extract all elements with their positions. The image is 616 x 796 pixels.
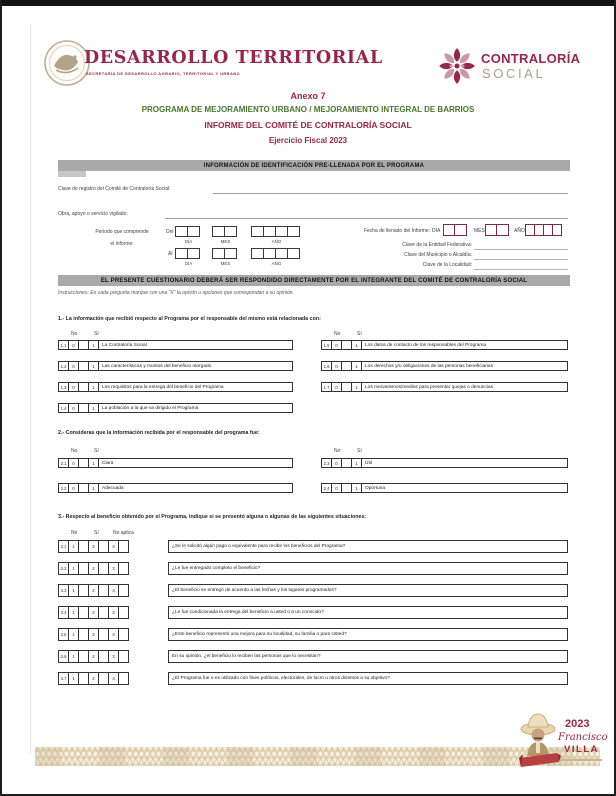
fecha-mes-boxes[interactable] — [486, 224, 509, 236]
option-value: 2 — [88, 672, 99, 685]
periodo-al-mes-boxes[interactable] — [213, 248, 237, 259]
question-row-2.3 — [321, 458, 568, 468]
emblem-year: 2023 — [565, 718, 590, 730]
row-gap — [129, 672, 169, 685]
fecha-mes-label: MES — [474, 228, 485, 234]
row-number: 1.5 — [321, 340, 332, 350]
ident-bar-tab — [58, 171, 86, 177]
clave-localidad-label: Clave de la Localidad: — [422, 262, 472, 268]
option-value: 1 — [351, 483, 362, 493]
agency-subtitle: SECRETARÍA DE DESARROLLO AGRARIO, TERRITORIAL Y URBANO — [86, 71, 241, 76]
ident-section-bar: INFORMACIÓN DE IDENTIFICACIÓN PRE-LLENADA POR EL PROGRAMA — [58, 160, 570, 171]
instructions-text: Instrucciones: En cada pregunta marque con una "X" la opción u opciones que correspondan a su opinión. — [58, 290, 294, 296]
row-gap — [129, 650, 169, 663]
row-description: ¿Le fue condicionada la entrega del beneficio a usted o a un conocido? — [168, 606, 568, 619]
option-value: 3 — [108, 628, 119, 641]
option-value: 1 — [68, 650, 79, 663]
francisco-villa-figure-icon — [514, 710, 562, 776]
row-number: 3.3 — [58, 584, 69, 597]
option-value: 3 — [108, 650, 119, 663]
q2-heading: 2.- Consideras que la información recibida por el responsable del programa fue: — [58, 430, 260, 436]
question-row-1.4 — [58, 403, 293, 413]
clave-municipio-field[interactable] — [474, 259, 568, 260]
option-value: 0 — [68, 382, 79, 392]
q1-left-col-si: Sí — [94, 331, 99, 337]
report-title: INFORME DEL COMITÉ DE CONTRALORÍA SOCIAL — [204, 120, 412, 130]
cs-logo-word-social: SOCIAL — [482, 66, 546, 81]
periodo-label-1: Periodo que comprende — [95, 229, 149, 235]
row-gap — [129, 628, 169, 641]
question-row-2.2 — [58, 483, 293, 493]
option-value: 2 — [88, 562, 99, 575]
fecha-llenado-label: Fecha de llenado del Informe: — [363, 228, 430, 234]
row-description: Los datos de contacto de los responsables del Programa — [361, 340, 568, 350]
row-description: Las características y montos del beneficio otorgado — [98, 361, 293, 371]
option-value: 3 — [108, 606, 119, 619]
francisco-villa-emblem — [508, 708, 610, 794]
fecha-ano-label: AÑO — [514, 228, 525, 234]
row-description: Los mecanismos/medios para presentar quejas o denuncias — [361, 382, 568, 392]
question-row-1.3 — [58, 382, 293, 392]
emblem-rule — [560, 759, 602, 761]
row-number: 1.2 — [58, 361, 69, 371]
row-description: ¿El beneficio se entregó de acuerdo a las fechas y los lugares programados? — [168, 584, 568, 597]
q1-left-col-no: No — [71, 331, 78, 337]
question-row-3.1 — [58, 540, 568, 553]
row-number: 1.1 — [58, 340, 69, 350]
option-value: 1 — [68, 584, 79, 597]
option-value: 3 — [108, 672, 119, 685]
q2-left-rows — [58, 458, 293, 508]
row-description: ¿El Programa fue o es utilizado con fines políticos, electorales, de lucro u otros distintos a su objetivo? — [168, 672, 568, 685]
option-value: 1 — [68, 606, 79, 619]
option-value: 0 — [68, 340, 79, 350]
row-gap — [129, 606, 169, 619]
agency-title: DESARROLLO TERRITORIAL — [84, 48, 383, 68]
option-value: 2 — [88, 584, 99, 597]
option-value: 2 — [88, 650, 99, 663]
option-value: 3 — [108, 540, 119, 553]
q2-right-rows — [321, 458, 568, 508]
row-gap — [129, 540, 169, 553]
periodo-del-dia-boxes[interactable] — [176, 226, 200, 237]
option-value: 1 — [68, 540, 79, 553]
option-value: 1 — [351, 458, 362, 468]
option-value: 0 — [68, 403, 79, 413]
row-description: Adecuada — [98, 483, 293, 493]
al-mes-label: MES — [220, 261, 231, 266]
option-value: 1 — [88, 340, 99, 350]
al-ano-label: AÑO — [271, 261, 282, 266]
al-label: Al — [168, 251, 173, 257]
question-row-2.4 — [321, 483, 568, 493]
option-value: 1 — [351, 340, 362, 350]
question-row-1.1 — [58, 340, 293, 350]
option-value: 1 — [68, 672, 79, 685]
question-row-1.6 — [321, 361, 568, 371]
row-number: 2.1 — [58, 458, 69, 468]
cs-logo-word-contraloria: CONTRALORÍA — [481, 51, 581, 66]
q3-col-si: Sí — [94, 530, 99, 536]
row-description: Útil — [361, 458, 568, 468]
option-value: 1 — [68, 562, 79, 575]
row-number: 1.7 — [321, 382, 332, 392]
row-number: 3.6 — [58, 650, 69, 663]
obra-label: Obra, apoyo o servicio vigilado: — [58, 211, 128, 217]
question-row-1.7 — [321, 382, 568, 392]
question-row-1.2 — [58, 361, 293, 371]
question-row-3.2 — [58, 562, 568, 575]
clave-municipio-label: Clave del Municipio o Alcaldía: — [404, 252, 472, 258]
row-description: Oportuna — [361, 483, 568, 493]
q1-right-rows — [321, 340, 568, 403]
clave-entidad-label: Clave de la Entidad Federativa: — [402, 242, 472, 248]
option-mark-box[interactable] — [118, 584, 129, 597]
option-value: 2 — [88, 606, 99, 619]
row-description: En su opinión, ¿el beneficio lo reciben las personas que lo necesitan? — [168, 650, 568, 663]
contraloria-social-logo-icon — [436, 45, 478, 87]
cuestionario-section-bar: EL PRESENTE CUESTIONARIO DEBERÁ SER RESPONDIDO DIRECTAMENTE POR EL INTEGRANTE DEL COMITÉ DE CONTRALORÍA SOCIAL — [58, 275, 570, 286]
row-number: 3.4 — [58, 606, 69, 619]
fecha-dia-boxes[interactable] — [444, 224, 467, 236]
question-row-3.5 — [58, 628, 568, 641]
question-row-3.6 — [58, 650, 568, 663]
row-description: La población a la que va dirigido el Programa — [98, 403, 293, 413]
option-value: 3 — [108, 562, 119, 575]
al-dia-label: DÍA — [184, 261, 193, 266]
row-number: 3.1 — [58, 540, 69, 553]
del-mes-label: MES — [220, 239, 231, 244]
row-description: ¿Se le solicitó algún pago o equivalente para recibir los beneficios del Programa? — [168, 540, 568, 553]
row-description: ¿Le fue entregado completo el beneficio? — [168, 562, 568, 575]
q2-left-col-no: No — [71, 448, 78, 454]
option-value: 3 — [108, 584, 119, 597]
q1-left-rows — [58, 340, 293, 424]
row-number: 2.4 — [321, 483, 332, 493]
clave-registro-field[interactable] — [213, 193, 568, 194]
periodo-al-dia-boxes[interactable] — [176, 248, 200, 259]
viewer-frame-top — [0, 0, 616, 6]
emblem-surname: VILLA — [564, 744, 599, 755]
periodo-label-2: el informe: — [110, 241, 134, 247]
option-value: 1 — [88, 458, 99, 468]
fecha-ano-boxes[interactable] — [526, 224, 562, 236]
question-row-2.1 — [58, 458, 293, 468]
option-value: 2 — [88, 628, 99, 641]
option-value: 0 — [68, 458, 79, 468]
q2-right-col-no: No — [334, 448, 341, 454]
row-description: Los derechos y/u obligaciones de las personas beneficiarias — [361, 361, 568, 371]
periodo-al-ano-boxes[interactable] — [252, 248, 300, 259]
periodo-del-mes-boxes[interactable] — [213, 226, 237, 237]
q1-heading: 1.- La información que recibió respecto al Programa por el responsable del mismo está relacionada con: — [58, 316, 321, 322]
option-value: 0 — [331, 340, 342, 350]
row-number: 1.6 — [321, 361, 332, 371]
row-description: Los requisitos para la entrega del beneficio del Programa — [98, 382, 293, 392]
question-row-3.3 — [58, 584, 568, 597]
clave-localidad-field[interactable] — [474, 269, 568, 270]
row-number: 3.2 — [58, 562, 69, 575]
row-description: La Contraloría Social — [98, 340, 293, 350]
option-value: 0 — [331, 458, 342, 468]
del-ano-label: AÑO — [271, 239, 282, 244]
option-value: 1 — [88, 382, 99, 392]
row-number: 1.4 — [58, 403, 69, 413]
option-value: 0 — [331, 382, 342, 392]
option-value: 1 — [88, 361, 99, 371]
q3-col-noaplica: No aplica — [113, 530, 134, 536]
row-number: 2.2 — [58, 483, 69, 493]
periodo-del-ano-boxes[interactable] — [252, 226, 300, 237]
clave-entidad-field[interactable] — [474, 249, 568, 250]
option-mark-box[interactable] — [118, 650, 129, 663]
option-value: 0 — [331, 361, 342, 371]
obra-field[interactable] — [165, 218, 568, 219]
row-description: ¿Este beneficio representó una mejora para su localidad, su familia o para Usted? — [168, 628, 568, 641]
option-value: 2 — [88, 540, 99, 553]
emblem-name: Francisco — [558, 732, 608, 743]
option-value: 1 — [88, 403, 99, 413]
question-row-1.5 — [321, 340, 568, 350]
fecha-dia-label: DÍA — [432, 228, 441, 234]
page-edge-line — [30, 24, 31, 754]
q1-right-col-no: No — [334, 331, 341, 337]
option-mark-box[interactable] — [118, 672, 129, 685]
del-label: Del — [166, 229, 174, 235]
option-mark-box[interactable] — [118, 562, 129, 575]
row-number: 2.3 — [321, 458, 332, 468]
option-value: 1 — [351, 361, 362, 371]
option-value: 1 — [68, 628, 79, 641]
anexo-title: Anexo 7 — [290, 91, 326, 101]
option-mark-box[interactable] — [118, 628, 129, 641]
program-title: PROGRAMA DE MEJORAMIENTO URBANO / MEJORAMIENTO INTEGRAL DE BARRIOS — [141, 105, 475, 114]
fiscal-year-title: Ejercicio Fiscal 2023 — [268, 136, 348, 145]
question-row-3.4 — [58, 606, 568, 619]
q3-heading: 3.- Respecto al beneficio obtenido por el Programa, indique si se presentó alguna o algunas de las siguientes situaciones: — [58, 514, 367, 520]
option-value: 0 — [68, 483, 79, 493]
option-value: 0 — [68, 361, 79, 371]
option-value: 1 — [351, 382, 362, 392]
q2-left-col-si: Sí — [94, 448, 99, 454]
row-number: 3.7 — [58, 672, 69, 685]
option-value: 1 — [88, 483, 99, 493]
option-value: 0 — [331, 483, 342, 493]
q2-right-col-si: Sí — [357, 448, 362, 454]
del-dia-label: DÍA — [184, 239, 193, 244]
row-number: 3.5 — [58, 628, 69, 641]
question-row-3.7 — [58, 672, 568, 685]
row-description: Clara — [98, 458, 293, 468]
row-gap — [129, 562, 169, 575]
option-mark-box[interactable] — [118, 540, 129, 553]
clave-registro-label: Clave de registro del Comité de Contraloría Social: — [58, 186, 171, 192]
row-gap — [129, 584, 169, 597]
q1-right-col-si: Sí — [357, 331, 362, 337]
q3-col-no: No — [71, 530, 78, 536]
q3-rows — [58, 540, 568, 694]
option-mark-box[interactable] — [118, 606, 129, 619]
row-number: 1.3 — [58, 382, 69, 392]
